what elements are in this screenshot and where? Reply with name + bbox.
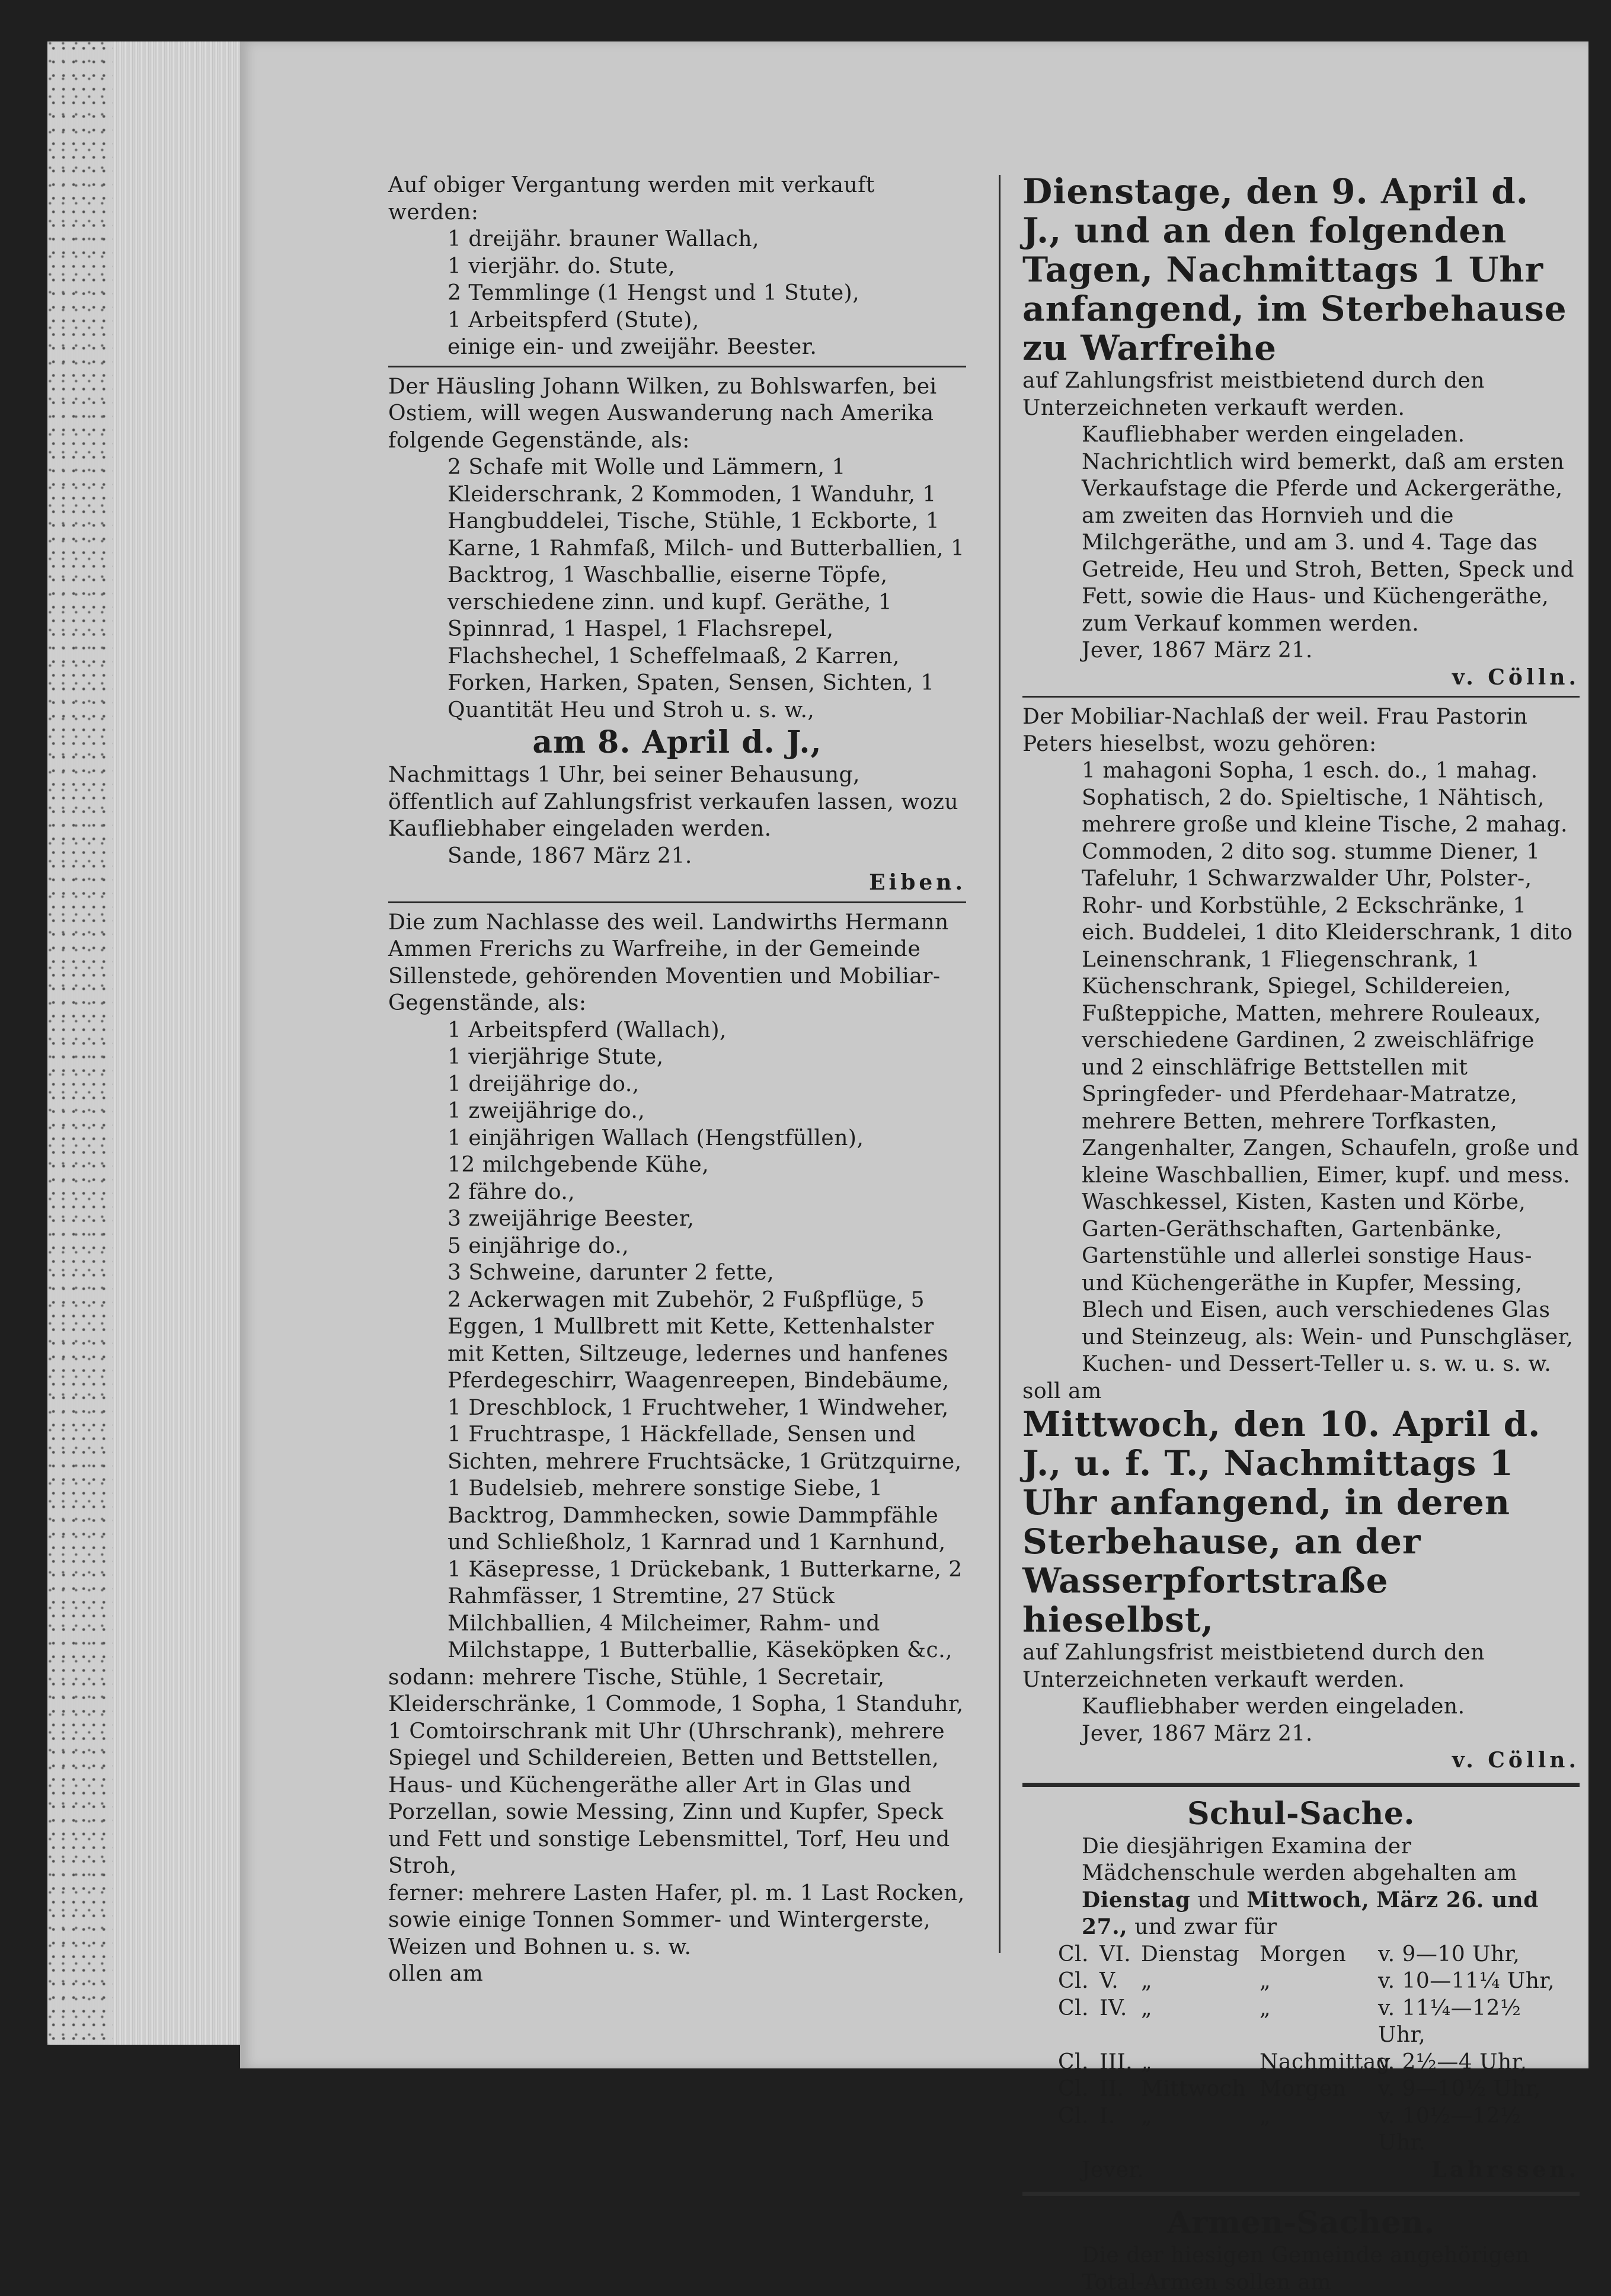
invitation: Kaufliebhaber werden eingeladen. <box>1082 1694 1465 1719</box>
schedule-num: III. <box>1099 2049 1133 2074</box>
signature: Lahrssen. <box>1431 2157 1580 2182</box>
livestock-list <box>388 1017 966 1287</box>
schedule-note: Nachrichtlich wird bemerkt, daß am ersten Verkaufstage die Pferde und Ackergeräthe, am zweiten das Hornvieh und die Milchgeräthe, und am 3. und 4. Tage das Getreide, Heu und Stroh, Betten, Speck und Fett, sowie die Haus- und Küchengeräthe, zum Verkauf kommen werden. <box>1082 449 1574 636</box>
schedule-row <box>1022 1995 1580 2049</box>
separator-thick <box>1022 1783 1580 1787</box>
column-divider <box>999 175 1001 1953</box>
list-item: 1 Arbeitspferd (Wallach), <box>448 1018 727 1043</box>
schedule-cl: Cl. <box>1058 2049 1089 2074</box>
list-item: 2 Temmlinge (1 Hengst und 1 Stute), <box>448 281 860 305</box>
schedule-part: Nachmittag <box>1260 2049 1391 2074</box>
notice-intro-3: Die zum Nachlasse des weil. Landwirths Hermann Ammen Frerichs zu Warfreihe, in der Gemeinde Sillenstede, gehörenden Moventien und Mobiliar-Gegenstände, als: <box>388 910 949 1015</box>
schedule-num: V. <box>1099 1969 1119 1993</box>
place-jever <box>1022 2157 1580 2184</box>
list-item: 1 vierjährige Stute, <box>448 1045 664 1069</box>
schedule-time: v. 2½—4 Uhr, <box>1378 2049 1527 2074</box>
schedule-time: v. 10½—12½ Uhr. <box>1378 2103 1522 2155</box>
schedule-cl: Cl. <box>1058 2103 1089 2128</box>
schedule-row <box>1022 2049 1580 2076</box>
estate-intro: Der Mobiliar-Nachlaß der weil. Frau Pastorin Peters hieselbst, wozu gehören: <box>1022 705 1528 756</box>
school-intro-end: und zwar für <box>1134 1915 1277 1939</box>
list-item: 5 einjährige do., <box>448 1233 629 1258</box>
list-item: 1 Arbeitspferd (Stute), <box>448 308 699 332</box>
section-heading-poor: Armen-Sachen. <box>1167 2205 1435 2241</box>
auction-heading-1: Dienstage, den 9. April d. J., und an den folgenden Tagen, Nachmittags 1 Uhr anfangend, im Sterbehause zu Warfreihe <box>1022 171 1567 368</box>
auction-heading-2: Mittwoch, den 10. April d. J., u. f. T., Nachmittags 1 Uhr anfangend, in deren Sterbehause, an der Wasserpfortstraße hieselbst, <box>1022 1404 1541 1640</box>
goods-list: 2 Schafe mit Wolle und Lämmern, 1 Kleiderschrank, 2 Kommoden, 1 Wanduhr, 1 Hangbuddelei, Tische, Stühle, 1 Eckborte, 1 Karne, 1 Rahmfaß, Milch- und Butterballien, 1 Backtrog, 1 Waschballie, eiserne Töpfe, verschiedene zinn. und kupf. Geräthe, 1 Spinnrad, 1 Haspel, 1 Flachsrepel, Flachshechel, 1 Scheffelmaaß, 2 Karren, Forken, Harken, Spaten, Sensen, Sichten, 1 Quantität Heu und Stroh u. s. w., <box>448 455 965 722</box>
school-intro-text: Die diesjährigen Examina der Mädchenschule werden abgehalten am <box>1082 1834 1517 1885</box>
list-item: 1 dreijährige do., <box>448 1072 640 1096</box>
continuation: ollen am <box>388 1962 484 1986</box>
signature: v. Cölln. <box>1452 1748 1580 1773</box>
signature: v. Cölln. <box>1452 664 1580 690</box>
list-item: 12 milchgebende Kühe, <box>448 1153 709 1177</box>
schedule-part: „ <box>1260 1996 1271 2020</box>
place: Jever. <box>1082 2157 1145 2182</box>
furniture-list: sodann: mehrere Tische, Stühle, 1 Secretair, Kleiderschränke, 1 Commode, 1 Sopha, 1 Standuhr, 1 Comtoirschrank mit Uhr (Uhrschrank), mehrere Spiegel und Schildereien, Betten und Bettstellen, Haus- und Küchengeräthe aller Art in Glas und Porzellan, sowie Messing, Zinn und Kupfer, Speck und Fett und sonstige Lebensmittel, Torf, Heu und Stroh, <box>388 1665 964 1878</box>
schedule-num: I. <box>1099 2103 1115 2128</box>
schedule-part: „ <box>1260 1969 1271 1993</box>
schedule-time: v. 9—10 Uhr, <box>1378 1942 1520 1966</box>
signature: Eiben. <box>869 870 966 895</box>
school-intro <box>1022 1833 1580 1941</box>
separator <box>1022 696 1580 698</box>
separator-thick <box>1022 2192 1580 2196</box>
notice-intro-2: Der Häusling Johann Wilken, zu Bohlswarfen, bei Ostiem, will wegen Auswanderung nach Amerika folgende Gegenstände, als: <box>388 374 937 453</box>
equipment-list: 2 Ackerwagen mit Zubehör, 2 Fußpflüge, 5 Eggen, 1 Mullbrett mit Kette, Kettenhalster mit Ketten, Siltzeuge, ledernes und hanfenes Pferdegeschirr, Waagenreepen, Bindebäume, 1 Dreschblock, 1 Fruchtweher, 1 Windweher, 1 Fruchtraspe, 1 Häckfellade, Sensen und Sichten, mehrere Fruchtsäcke, 1 Grützquirne, 1 Budelsieb, mehrere sonstige Siebe, 1 Backtrog, Dammhecken, sowie Dammpfähle und Schließholz, 1 Karnrad und 1 Karnhund, 1 Käsepresse, 1 Drückebank, 1 Butterkarne, 2 Rahmfässer, 1 Stremtine, 27 Stück Milchballien, 4 Milcheimer, Rahm- und Milchstappe, 1 Butterballie, Käseköpken &c., <box>448 1287 963 1662</box>
list-item: 1 vierjähr. do. Stute, <box>448 254 676 279</box>
list-item: 2 fähre do., <box>448 1179 576 1204</box>
exam-schedule <box>1022 1941 1580 2157</box>
schedule-day: „ <box>1141 1969 1153 1993</box>
section-heading-school: Schul-Sache. <box>1187 1795 1415 1832</box>
schedule-time: v. 10—11¼ Uhr, <box>1378 1969 1555 1993</box>
grain-list: ferner: mehrere Lasten Hafer, pl. m. 1 Last Rocken, sowie einige Tonnen Sommer- und Wintergerste, Weizen und Bohnen u. s. w. <box>388 1881 965 1959</box>
schedule-day: Mittwoch <box>1141 2077 1246 2101</box>
schedule-time: v. 9—10½ Uhr, <box>1378 2077 1541 2101</box>
schedule-num: VI. <box>1099 1942 1131 1966</box>
separator <box>388 901 966 903</box>
schedule-cl: Cl. <box>1058 1996 1089 2020</box>
sale-terms: auf Zahlungsfrist meistbietend durch den Unterzeichneten verkauft werden. <box>1022 369 1485 420</box>
schedule-part: „ <box>1260 2103 1271 2128</box>
estate-goods-list: 1 mahagoni Sopha, 1 esch. do., 1 mahag. Sophatisch, 2 do. Spieltische, 1 Nähtisch, mehrere große und kleine Tische, 2 mahag. Commoden, 2 dito sog. stumme Diener, 1 Tafeluhr, 1 Schwarzwalder Uhr, Polster-, Rohr- und Korbstühle, 2 Eckschränke, 1 eich. Buddelei, 1 dito Kleiderschrank, 1 dito Leinenschrank, 1 Fliegenschrank, 1 Küchenschrank, Spiegel, Schildereien, Fußteppiche, Matten, mehrere Rouleaux, verschiedene Gardinen, 2 zweischläfrige und 2 einschläfrige Bettstellen mit Springfeder- und Pferdehaar-Matratze, mehrere Betten, mehrere Torfkasten, Zangenhalter, Zangen, Schaufeln, große und kleine Waschballien, Eimer, kupf. und mess. Waschkessel, Kisten, Kasten und Körbe, Garten-Geräthschaften, Gartenbänke, Gartenstühle und allerlei sonstige Haus- und Küchengeräthe in Kupfer, Messing, Blech und Eisen, auch verschiedenes Glas und Steinzeug, als: Wein- und Punschgläser, Kuchen- und Dessert-Teller u. s. w. u. s. w. <box>1082 759 1580 1376</box>
separator <box>388 366 966 367</box>
place-date: Sande, 1867 März 21. <box>448 843 692 868</box>
schedule-row <box>1022 2103 1580 2157</box>
list-item: 1 dreijähr. brauner Wallach, <box>448 227 760 251</box>
school-day-1: Dienstag <box>1082 1887 1191 1913</box>
school-day-2: Mittwoch, <box>1246 1887 1370 1913</box>
schedule-cl: Cl. <box>1058 1942 1089 1966</box>
schedule-num: II. <box>1099 2077 1124 2101</box>
right-column <box>1022 172 1580 2296</box>
horse-list <box>388 226 966 361</box>
schedule-day: „ <box>1141 2103 1153 2128</box>
notice-intro-1: Auf obiger Vergantung werden mit verkauft werden: <box>388 173 875 225</box>
list-item: 1 zweijährige do., <box>448 1099 645 1123</box>
speckled-edge <box>47 41 113 2045</box>
school-intro-and: und <box>1197 1888 1240 1913</box>
list-item: einige ein- und zweijähr. Beester. <box>448 335 817 359</box>
place-date: Jever, 1867 März 21. <box>1082 1721 1313 1746</box>
schedule-row <box>1022 2076 1580 2103</box>
sale-date-heading: am 8. April d. J., <box>532 724 822 760</box>
soll-am: soll am <box>1022 1379 1102 1403</box>
list-item: 1 einjährigen Wallach (Hengstfüllen), <box>448 1125 864 1150</box>
list-item: 3 zweijährige Beester, <box>448 1207 695 1231</box>
poor-notice: Die der hiesigen Gemeinde angehörigen Total-Armen sollen am <box>1082 2243 1530 2295</box>
schedule-cl: Cl. <box>1058 2077 1089 2101</box>
schedule-row <box>1022 1968 1580 1995</box>
invitation: Kaufliebhaber werden eingeladen. <box>1082 423 1465 447</box>
list-item: 3 Schweine, darunter 2 fette, <box>448 1261 775 1285</box>
schedule-day: „ <box>1141 1996 1153 2020</box>
schedule-day: Dienstag <box>1141 1942 1240 1966</box>
schedule-time: v. 11¼—12½ Uhr, <box>1378 1996 1522 2047</box>
sale-details: Nachmittags 1 Uhr, bei seiner Behausung, öffentlich auf Zahlungsfrist verkaufen lassen, wozu Kaufliebhaber eingeladen werden. <box>388 763 959 841</box>
schedule-cl: Cl. <box>1058 1969 1089 1993</box>
schedule-part: Morgen <box>1260 1942 1347 1966</box>
schedule-part: Morgen <box>1260 2077 1347 2101</box>
schedule-num: IV. <box>1099 1996 1127 2020</box>
sale-terms: auf Zahlungsfrist meistbietend durch den Unterzeichneten verkauft werden. <box>1022 1641 1485 1692</box>
schedule-day: „ <box>1141 2049 1153 2074</box>
place-date: Jever, 1867 März 21. <box>1082 638 1313 663</box>
left-column <box>388 172 966 1988</box>
school-dates: März 26. und 27., <box>1082 1887 1539 1939</box>
schedule-row <box>1022 1941 1580 1968</box>
